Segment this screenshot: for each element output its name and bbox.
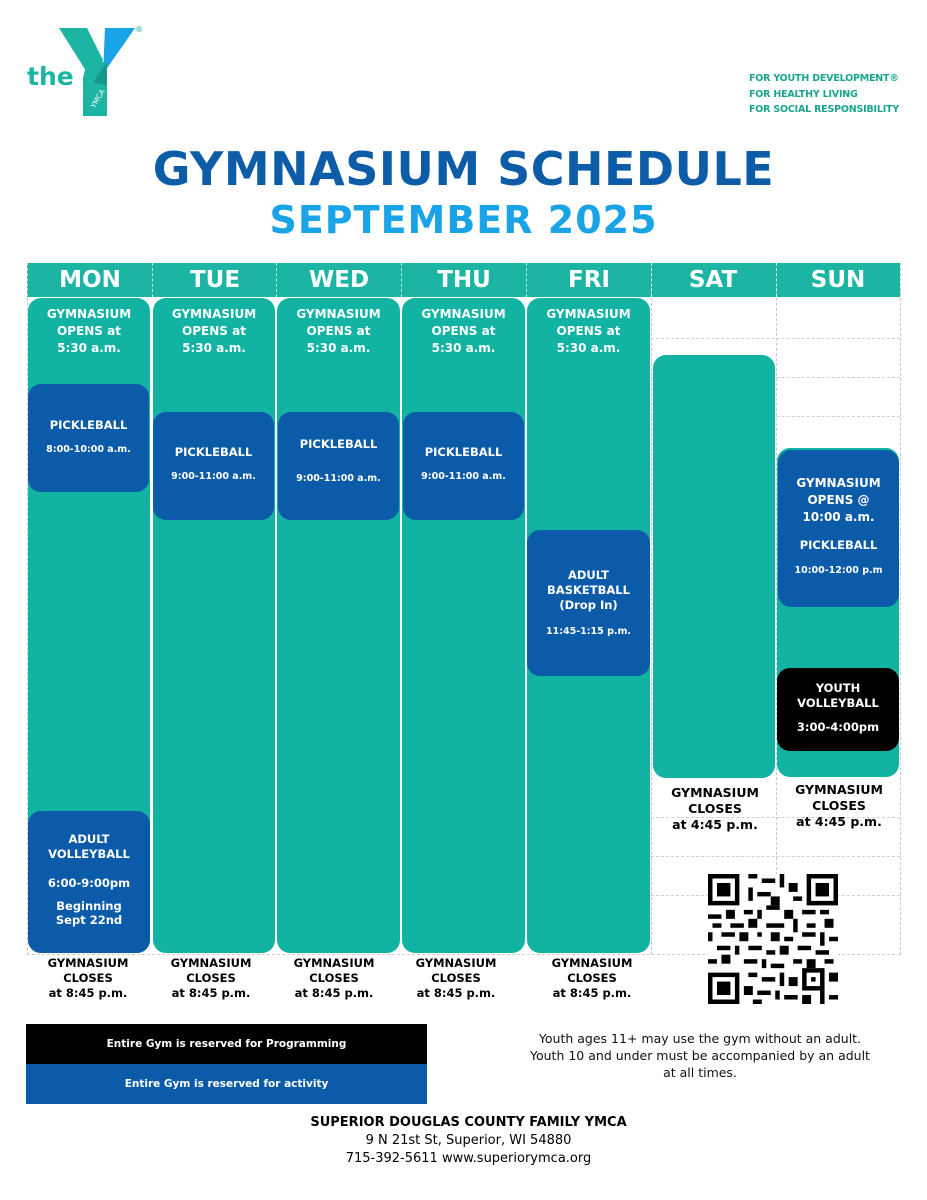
thu-closes-text: GYMNASIUM CLOSES at 8:45 p.m. — [415, 956, 497, 1000]
sun-youth-volleyball-title: YOUTH VOLLEYBALL — [797, 681, 879, 710]
grid-line — [651, 263, 652, 955]
mon-volleyball-note: Beginning Sept 22nd — [55, 899, 123, 927]
footer-contact[interactable]: 715-392-5611 www.superiorymca.org — [345, 1151, 592, 1166]
wed-closes-text: GYMNASIUM CLOSES at 8:45 p.m. — [293, 956, 375, 1000]
grid-line — [526, 263, 527, 297]
mon-volleyball-title: ADULT VOLLEYBALL — [48, 832, 130, 861]
note-line-3: at all times. — [663, 1065, 737, 1080]
tue-pickleball-label: PICKLEBALL — [174, 445, 253, 459]
fri-basketball-title: ADULT BASKETBALL (Drop In) — [547, 568, 630, 612]
grid-line — [152, 263, 153, 297]
grid-line — [900, 263, 901, 955]
grid-line — [776, 263, 777, 297]
grid-line — [651, 263, 652, 297]
mon-adult-volleyball-block — [28, 811, 150, 953]
logo-registered-mark: ® — [135, 25, 143, 34]
tue-opens-text: GYMNASIUM OPENS at 5:30 a.m. — [171, 307, 257, 355]
note-line-2: Youth 10 and under must be accompanied by an adult — [530, 1048, 870, 1063]
tue-pickleball-block — [153, 412, 274, 520]
thu-open-column — [402, 298, 525, 953]
sun-closes-text: GYMNASIUM CLOSES at 4:45 p.m. — [795, 782, 883, 829]
page-subtitle: SEPTEMBER 2025 — [269, 198, 658, 242]
day-header-sun: SUN — [810, 267, 866, 293]
day-header-mon: MON — [59, 267, 121, 293]
mon-pickleball-label: PICKLEBALL — [49, 418, 128, 432]
wed-open-column — [277, 298, 400, 953]
thu-pickleball-block — [403, 412, 524, 520]
tue-closes-text: GYMNASIUM CLOSES at 8:45 p.m. — [170, 956, 252, 1000]
day-header-thu: THU — [437, 267, 491, 293]
grid-line — [651, 856, 900, 857]
youth-policy-note — [490, 1030, 910, 1081]
legend-activity: Entire Gym is reserved for activity — [26, 1064, 427, 1104]
day-header-wed: WED — [308, 267, 370, 293]
sat-open-column — [653, 355, 775, 778]
fri-opens-text: GYMNASIUM OPENS at 5:30 a.m. — [546, 307, 631, 355]
logo-ymca-text: YMCA — [89, 88, 107, 110]
footer-org-name: SUPERIOR DOUGLAS COUNTY FAMILY YMCA — [310, 1115, 627, 1130]
tue-open-column — [153, 298, 275, 953]
sun-pickleball-label: PICKLEBALL — [799, 538, 878, 552]
mon-closes-text: GYMNASIUM CLOSES at 8:45 p.m. — [47, 956, 129, 1000]
wed-opens-text: GYMNASIUM OPENS at 5:30 a.m. — [296, 307, 381, 355]
day-header-tue: TUE — [189, 267, 241, 293]
thu-pickleball-time: 9:00-11:00 a.m. — [421, 471, 506, 482]
note-line-1: Youth ages 11+ may use the gym without an adult. — [538, 1031, 862, 1046]
ymca-y-logo-icon — [57, 26, 139, 118]
grid-line — [651, 338, 900, 339]
sun-youth-volleyball-time: 3:00-4:00pm — [796, 720, 880, 734]
tagline-line-1: FOR YOUTH DEVELOPMENT® — [748, 73, 899, 84]
tagline — [749, 71, 899, 118]
logo-the-text: the — [27, 62, 74, 91]
mon-pickleball-time: 8:00-10:00 a.m. — [46, 444, 131, 455]
fri-basketball-time: 11:45-1:15 p.m. — [545, 626, 632, 637]
tue-pickleball-time: 9:00-11:00 a.m. — [171, 471, 256, 482]
day-header-sat: SAT — [688, 267, 738, 293]
sat-closes-text: GYMNASIUM CLOSES at 4:45 p.m. — [671, 785, 759, 832]
day-header-fri: FRI — [568, 267, 610, 293]
fri-adult-basketball-block — [527, 530, 650, 676]
mon-pickleball-block — [28, 384, 149, 492]
fri-closes-text: GYMNASIUM CLOSES at 8:45 p.m. — [551, 956, 633, 1000]
wed-pickleball-time: 9:00-11:00 a.m. — [296, 473, 381, 484]
mon-volleyball-time: 6:00-9:00pm — [47, 876, 131, 890]
thu-pickleball-label: PICKLEBALL — [424, 445, 503, 459]
tagline-line-2: FOR HEALTHY LIVING — [748, 88, 858, 100]
qr-code-icon[interactable] — [708, 874, 838, 1004]
mon-opens-text: GYMNASIUM OPENS at 5:30 a.m. — [46, 307, 132, 355]
wed-pickleball-label: PICKLEBALL — [299, 437, 378, 451]
page-title: GYMNASIUM SCHEDULE — [152, 142, 775, 196]
sun-opens-pickleball-block — [778, 450, 899, 607]
footer-address: 9 N 21st St, Superior, WI 54880 — [365, 1133, 572, 1148]
sun-pickleball-time: 10:00-12:00 p.m — [794, 565, 883, 576]
grid-line — [276, 263, 277, 297]
thu-opens-text: GYMNASIUM OPENS at 5:30 a.m. — [421, 307, 506, 355]
legend-programming: Entire Gym is reserved for Programming — [26, 1024, 427, 1064]
tagline-line-3: FOR SOCIAL RESPONSIBILITY — [748, 104, 899, 115]
wed-pickleball-block — [278, 412, 399, 520]
grid-line — [401, 263, 402, 297]
sun-opens-text: GYMNASIUM OPENS @ 10:00 a.m. — [796, 476, 881, 524]
sun-youth-volleyball-block — [777, 668, 899, 751]
